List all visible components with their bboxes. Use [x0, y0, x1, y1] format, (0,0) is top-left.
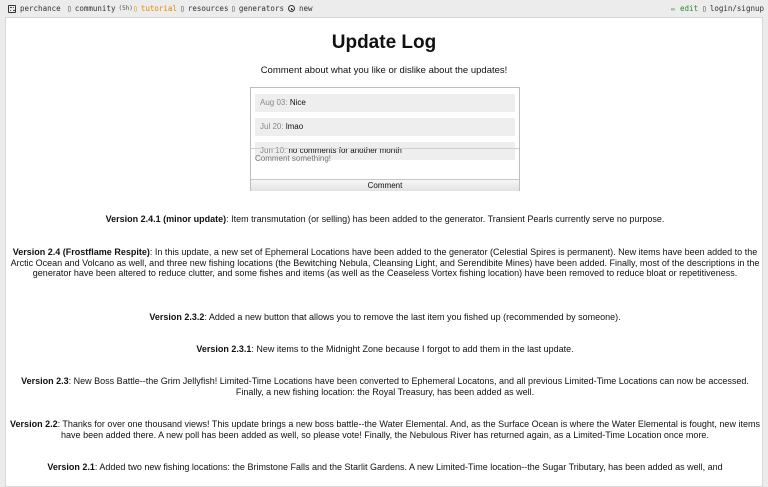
version-label: Version 2.1	[47, 462, 95, 472]
page-subtitle: Comment about what you like or dislike about the updates!	[260, 65, 508, 76]
chat-icon: ▯	[67, 4, 72, 13]
version-label: Version 2.4 (Frostflame Respite)	[12, 247, 150, 257]
nav-brand[interactable]	[8, 4, 61, 13]
book-icon: ▯	[133, 4, 138, 13]
comment-item	[255, 118, 515, 136]
nav-community-shortcut: (5h)	[118, 5, 133, 12]
nav-new[interactable]	[288, 4, 313, 13]
comment-date: Aug 03:	[260, 98, 288, 107]
nav-login[interactable]	[702, 4, 764, 13]
dice-icon	[8, 5, 16, 13]
version-entry	[6, 247, 764, 279]
page-title: Update Log	[331, 32, 437, 53]
folder-icon: ▯	[180, 4, 185, 13]
version-text: : In this update, a new set of Ephemeral Locations have been added to the generator (Celestial Spires is permanent). New items have been added to the Arctic Ocean and Volcano as well, and three new fishing locations (the Bewitching Nebula, Cleansing Light, and Serendibite Mines) have been added. Finally, most of the descriptions in the generator have been altered to reduce clutter, and some fishes and items (as well as the Ceaseless Vortex fishing location) have been removed to reduce bloat or repetitiveness.	[10, 247, 760, 279]
comments-widget	[250, 87, 520, 191]
version-label: Version 2.3.1	[196, 344, 252, 354]
version-entry	[6, 214, 764, 225]
comment-text: no comments for another month	[288, 146, 402, 155]
version-label: Version 2.3.2	[149, 312, 205, 322]
nav-resources[interactable]	[180, 4, 228, 13]
comment-item	[255, 94, 515, 112]
list-icon: ▯	[231, 4, 236, 13]
main-panel	[5, 17, 763, 487]
nav-edit[interactable]	[671, 4, 698, 13]
nav-tutorial[interactable]	[133, 4, 177, 13]
version-entry	[6, 462, 764, 473]
comment-date: Jul 20:	[260, 122, 284, 131]
version-text: : Added two new fishing locations: the Brimstone Falls and the Starlit Gardens. A new Limited-Time location--the Sugar Tributary, has been added as well, and	[94, 462, 723, 472]
version-entry	[6, 344, 764, 355]
comment-date: Jun 10:	[260, 146, 287, 155]
comment-text: lmao	[285, 122, 304, 131]
version-text: : Added a new button that allows you to remove the last item you fished up (recommended by someone).	[204, 312, 621, 322]
version-label: Version 2.3	[21, 376, 69, 386]
version-label: Version 2.2	[10, 419, 58, 429]
version-label: Version 2.4.1 (minor update)	[105, 214, 227, 224]
version-entry	[6, 312, 764, 323]
plus-icon	[288, 5, 295, 12]
version-text: : Thanks for over one thousand views! This update brings a new boss battle--the Water Elemental. And, as the Surface Ocean is where the Water Elemental is fought, new items have been added there. A new poll has been added as well, so please vote! Finally, the Nebulous River has returned again, as a Limited-Time Location once more.	[57, 419, 760, 440]
user-icon: ▯	[702, 4, 707, 13]
nav-generators-label: generators	[238, 4, 284, 13]
nav-brand-label: perchance	[20, 4, 61, 13]
version-text: : New Boss Battle--the Grim Jellyfish! Limited-Time Locations have been converted to Ephemeral Locatons, and all previous Limited-Time Locations can now be accessed. Finally, a new fishing location: the Royal Treasury, has been added as well.	[68, 376, 749, 397]
nav-new-label: new	[299, 4, 313, 13]
nav-community-label: community	[74, 4, 116, 13]
version-entry	[6, 419, 764, 440]
nav-resources-label: resources	[187, 4, 229, 13]
nav-login-label: login/signup	[709, 4, 765, 13]
version-text: : Item transmutation (or selling) has been added to the generator. Transient Pearls currently serve no purpose.	[226, 214, 665, 224]
comment-text: Nice	[289, 98, 306, 107]
version-text: : New items to the Midnight Zone because I forgot to add them in the last update.	[251, 344, 574, 354]
nav-edit-label: ✏ edit	[671, 4, 699, 13]
comment-button[interactable]: Comment	[251, 179, 519, 191]
comment-list[interactable]	[251, 88, 519, 155]
top-nav	[0, 0, 768, 16]
comment-input[interactable]: Comment something!	[251, 148, 519, 178]
version-entry	[6, 376, 764, 397]
nav-community[interactable]	[67, 4, 133, 13]
nav-generators[interactable]	[231, 4, 284, 13]
nav-tutorial-label: tutorial	[140, 4, 177, 13]
